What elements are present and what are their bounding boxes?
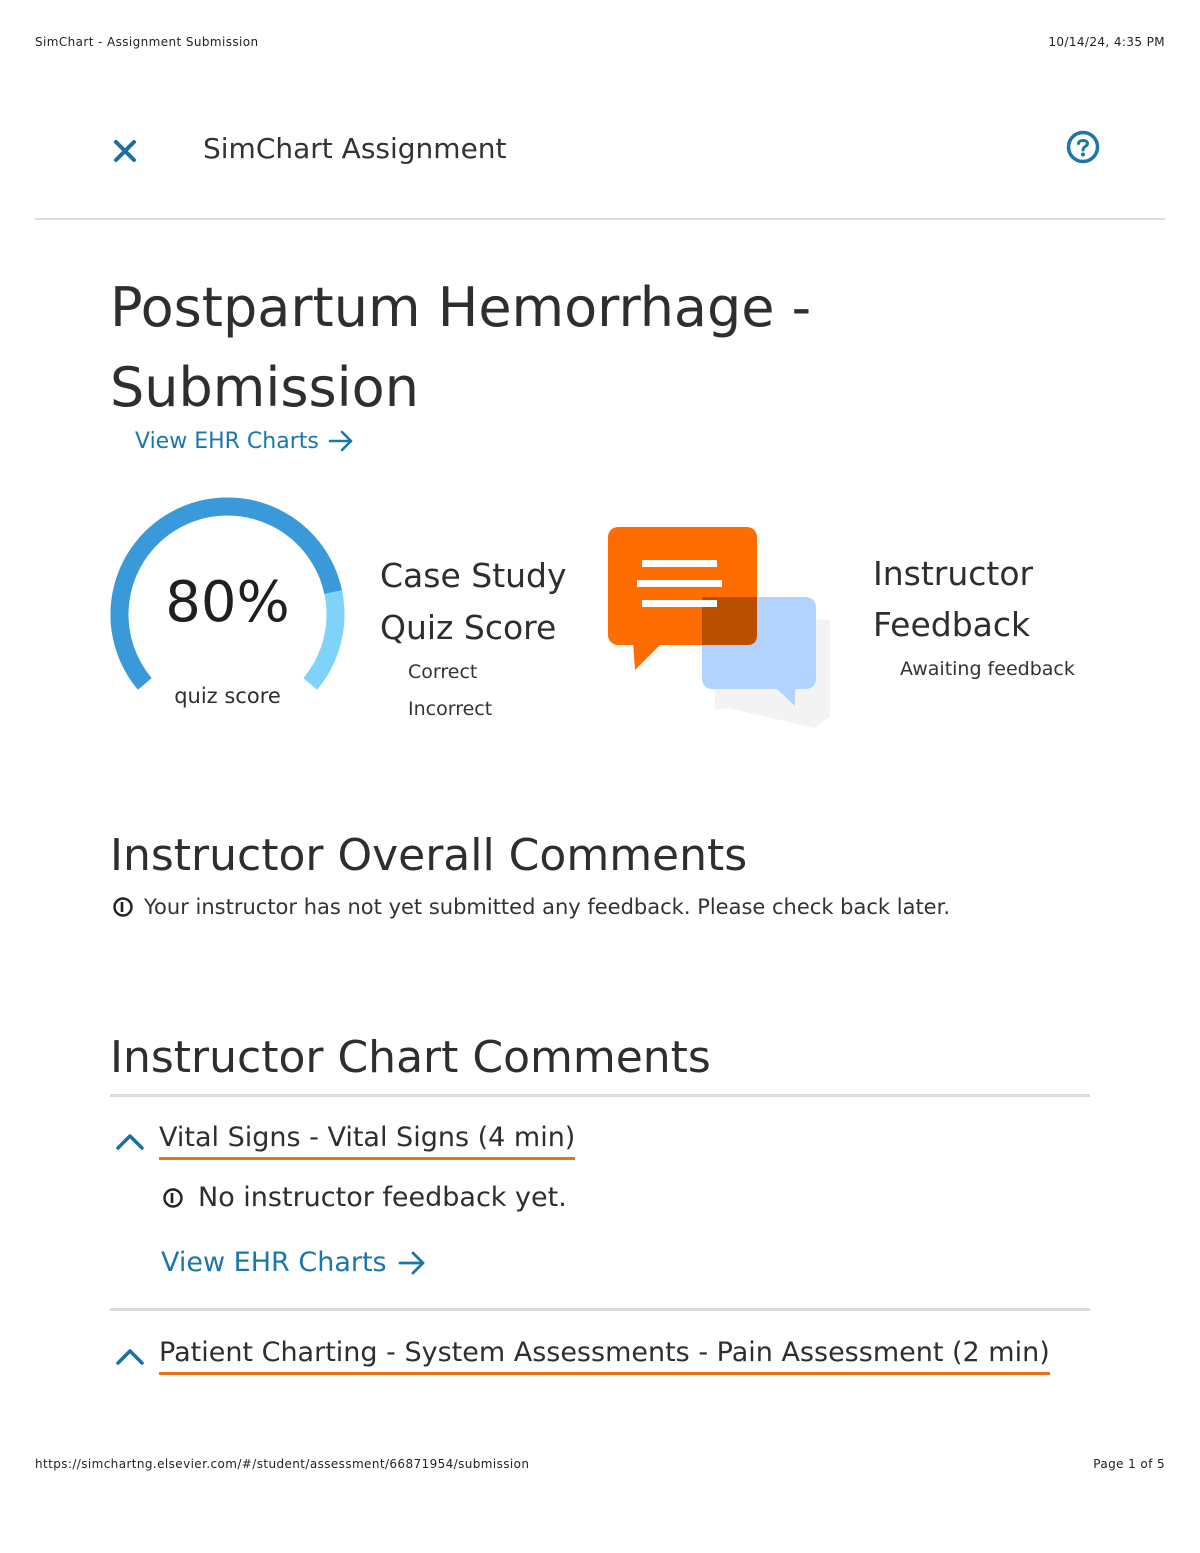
divider [110,1308,1090,1311]
quiz-score-gauge [105,492,350,737]
overall-comments-title: Instructor Overall Comments [110,830,748,881]
view-ehr-charts-link[interactable] [135,427,355,455]
accordion-label-pain-assessment: Patient Charting - System Assessments - Pain Assessment (2 min) [159,1337,1050,1375]
print-datetime: 10/14/24, 4:35 PM [1048,35,1165,49]
print-footer [35,1457,1165,1471]
close-button[interactable] [111,137,139,165]
arrow-right-icon [327,427,355,455]
quiz-score-label: quiz score [174,684,281,708]
print-header [35,35,1165,49]
quiz-incorrect-label: Incorrect [408,698,493,720]
app-title: SimChart Assignment [203,132,507,165]
overall-comments-note [112,895,950,919]
instructor-feedback-title: Instructor Feedback [873,554,1034,644]
feedback-status: Awaiting feedback [900,658,1075,680]
top-bar [35,120,1165,220]
print-url: https://simchartng.elsevier.com/#/student/assessment/66871954/submission [35,1457,530,1471]
view-ehr-charts-label: View EHR Charts [135,428,319,454]
no-feedback-text: No instructor feedback yet. [198,1182,567,1213]
help-button[interactable] [1066,130,1100,164]
accordion-pain-assessment[interactable] [115,1337,1050,1375]
view-ehr-charts-label: View EHR Charts [161,1247,387,1278]
chart-comments-title: Instructor Chart Comments [110,1032,711,1083]
print-page-title: SimChart - Assignment Submission [35,35,259,49]
divider [110,1094,1090,1097]
quiz-score-value: 80% [165,570,290,635]
print-page-indicator: Page 1 of 5 [1093,1457,1165,1471]
quiz-correct-label: Correct [408,661,478,683]
info-icon [112,896,134,918]
accordion-vital-signs[interactable] [115,1122,575,1160]
chevron-up-icon [115,1346,145,1366]
overall-comments-text: Your instructor has not yet submitted any feedback. Please check back later. [144,895,950,919]
no-feedback-message [162,1182,567,1213]
chevron-up-icon [115,1131,145,1151]
chat-bubbles-icon [605,520,835,730]
close-icon [111,137,139,165]
arrow-right-icon [397,1248,427,1278]
accordion-label-vital-signs: Vital Signs - Vital Signs (4 min) [159,1122,575,1160]
help-circle-icon [1066,130,1100,164]
info-icon [162,1187,184,1209]
view-ehr-charts-link-vital-signs[interactable] [161,1247,427,1278]
case-study-quiz-title: Case Study Quiz Score [380,556,567,647]
page-title: Postpartum Hemorrhage - Submission [110,276,812,419]
